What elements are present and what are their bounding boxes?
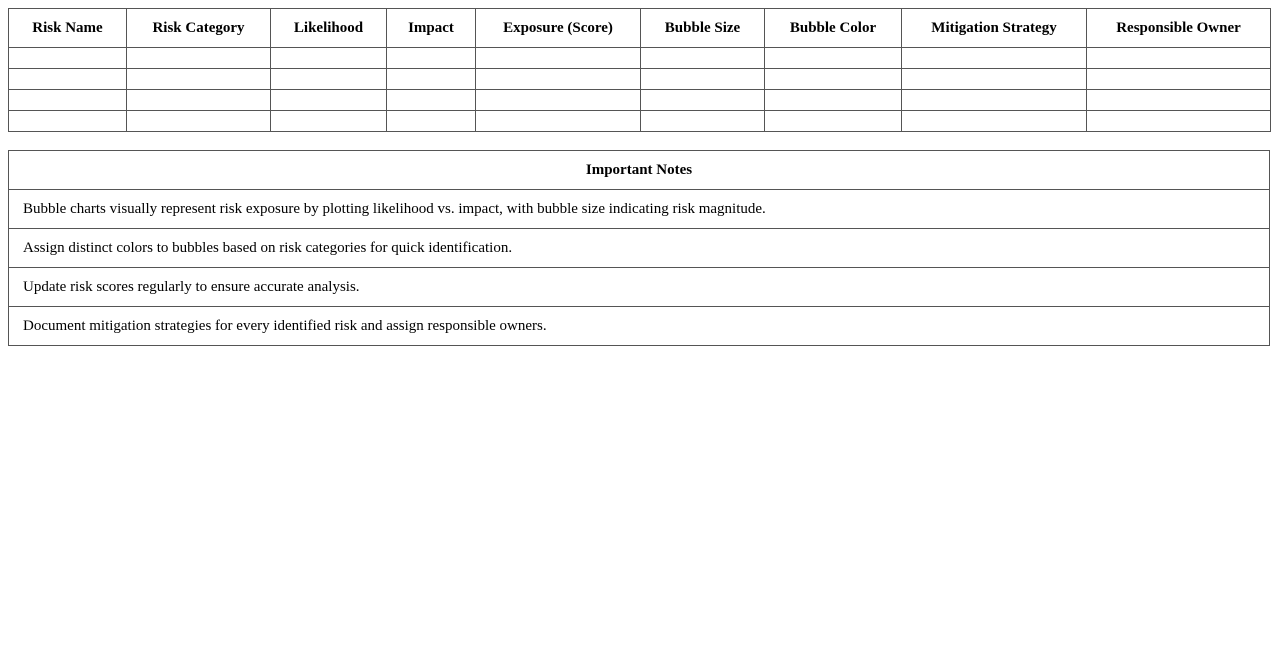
note-text: Bubble charts visually represent risk exposure by plotting likelihood vs. impact, with bubble size indicating risk magnitude. xyxy=(9,190,1270,229)
notes-title: Important Notes xyxy=(9,151,1270,190)
table-row xyxy=(9,111,1271,132)
table-cell[interactable] xyxy=(387,90,476,111)
note-text: Assign distinct colors to bubbles based on risk categories for quick identification. xyxy=(9,229,1270,268)
table-cell[interactable] xyxy=(765,69,902,90)
header-exposure-score: Exposure (Score) xyxy=(476,9,641,48)
table-cell[interactable] xyxy=(476,48,641,69)
table-cell[interactable] xyxy=(9,90,127,111)
table-cell[interactable] xyxy=(902,111,1087,132)
note-row xyxy=(9,190,1270,229)
table-cell[interactable] xyxy=(1087,48,1271,69)
table-cell[interactable] xyxy=(127,90,271,111)
table-cell[interactable] xyxy=(765,90,902,111)
note-row xyxy=(9,307,1270,346)
table-cell[interactable] xyxy=(1087,69,1271,90)
table-cell[interactable] xyxy=(765,48,902,69)
table-cell[interactable] xyxy=(641,90,765,111)
table-cell[interactable] xyxy=(127,48,271,69)
header-responsible-owner: Responsible Owner xyxy=(1087,9,1271,48)
table-cell[interactable] xyxy=(387,111,476,132)
header-likelihood: Likelihood xyxy=(271,9,387,48)
table-cell[interactable] xyxy=(641,111,765,132)
note-row xyxy=(9,268,1270,307)
table-row xyxy=(9,48,1271,69)
notes-header-row xyxy=(9,151,1270,190)
table-cell[interactable] xyxy=(387,48,476,69)
table-cell[interactable] xyxy=(641,48,765,69)
important-notes-table xyxy=(8,150,1270,346)
table-row xyxy=(9,90,1271,111)
table-cell[interactable] xyxy=(271,111,387,132)
header-mitigation-strategy: Mitigation Strategy xyxy=(902,9,1087,48)
table-cell[interactable] xyxy=(271,69,387,90)
table-cell[interactable] xyxy=(9,48,127,69)
risk-table-header-row xyxy=(9,9,1271,48)
header-risk-name: Risk Name xyxy=(9,9,127,48)
table-cell[interactable] xyxy=(1087,90,1271,111)
table-cell[interactable] xyxy=(476,111,641,132)
note-text: Document mitigation strategies for every identified risk and assign responsible owners. xyxy=(9,307,1270,346)
table-cell[interactable] xyxy=(9,69,127,90)
table-cell[interactable] xyxy=(127,111,271,132)
header-risk-category: Risk Category xyxy=(127,9,271,48)
table-cell[interactable] xyxy=(476,69,641,90)
table-cell[interactable] xyxy=(902,48,1087,69)
table-cell[interactable] xyxy=(1087,111,1271,132)
table-cell[interactable] xyxy=(387,69,476,90)
table-row xyxy=(9,69,1271,90)
risk-register-table xyxy=(8,8,1271,132)
table-cell[interactable] xyxy=(271,48,387,69)
header-bubble-size: Bubble Size xyxy=(641,9,765,48)
table-cell[interactable] xyxy=(476,90,641,111)
note-row xyxy=(9,229,1270,268)
header-impact: Impact xyxy=(387,9,476,48)
table-cell[interactable] xyxy=(765,111,902,132)
table-cell[interactable] xyxy=(641,69,765,90)
header-bubble-color: Bubble Color xyxy=(765,9,902,48)
table-cell[interactable] xyxy=(127,69,271,90)
table-cell[interactable] xyxy=(271,90,387,111)
table-cell[interactable] xyxy=(902,90,1087,111)
table-cell[interactable] xyxy=(9,111,127,132)
table-cell[interactable] xyxy=(902,69,1087,90)
note-text: Update risk scores regularly to ensure accurate analysis. xyxy=(9,268,1270,307)
